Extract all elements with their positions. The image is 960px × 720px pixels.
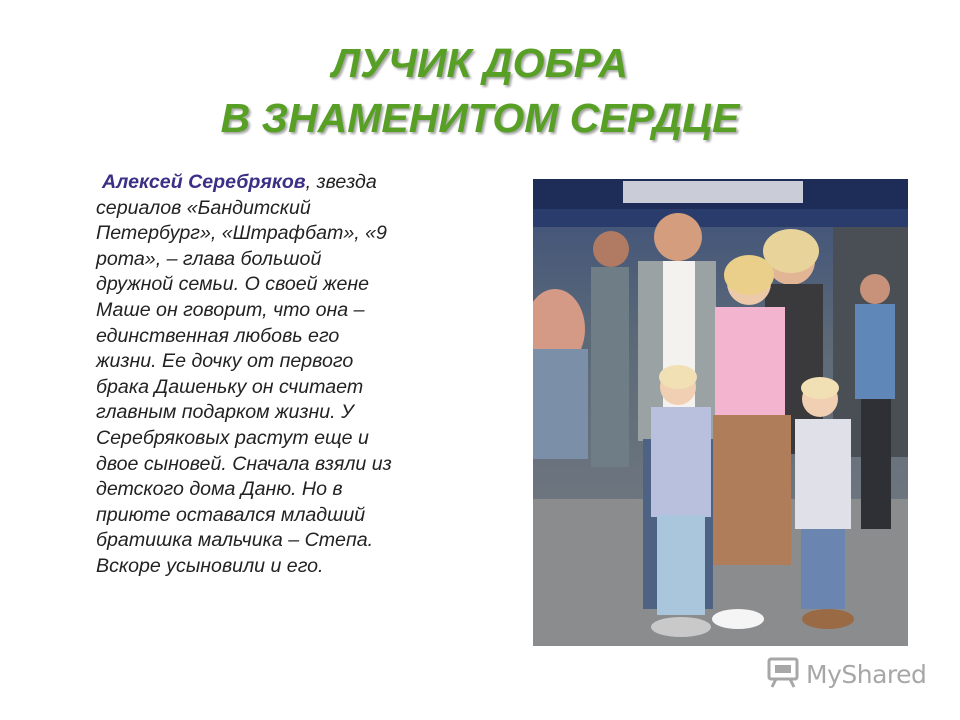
text-line-10: главным подарком жизни. У (96, 401, 354, 424)
slide-body-text (96, 170, 476, 580)
text-line-2: сериалов «Бандитский (96, 196, 311, 219)
text-line-1: , звезда (305, 171, 377, 193)
watermark-text: MyShared (806, 659, 927, 689)
family-photo (533, 179, 908, 646)
text-line-9: брака Дашеньку он считает (96, 375, 364, 398)
myshared-watermark (766, 656, 926, 692)
title-line-1: ЛУЧИК ДОБРА (332, 40, 628, 86)
person-name: Алексей Серебряков (102, 171, 306, 193)
text-line-3: Петербург», «Штрафбат», «9 (96, 222, 387, 245)
text-line-12: двое сыновей. Сначала взяли из (96, 452, 392, 475)
text-line-15: братишка мальчика – Степа. (96, 529, 374, 552)
text-line-5: дружной семьи. О своей жене (96, 273, 370, 296)
text-line-8: жизни. Ее дочку от первого (96, 350, 354, 373)
title-line-2: В ЗНАМЕНИТОМ СЕРДЦЕ (220, 95, 740, 141)
text-line-7: единственная любовь его (96, 324, 340, 347)
slide-title (0, 36, 960, 146)
text-line-6: Маше он говорит, что она – (96, 298, 365, 321)
text-line-11: Серебряковых растут еще и (96, 426, 369, 449)
text-line-14: приюте оставался младший (96, 503, 366, 526)
text-line-13: детского дома Даню. Но в (96, 478, 343, 501)
text-line-16: Вскоре усыновили и его. (96, 554, 324, 577)
text-line-4: рота», – глава большой (96, 247, 322, 270)
presentation-board-icon (766, 655, 800, 694)
